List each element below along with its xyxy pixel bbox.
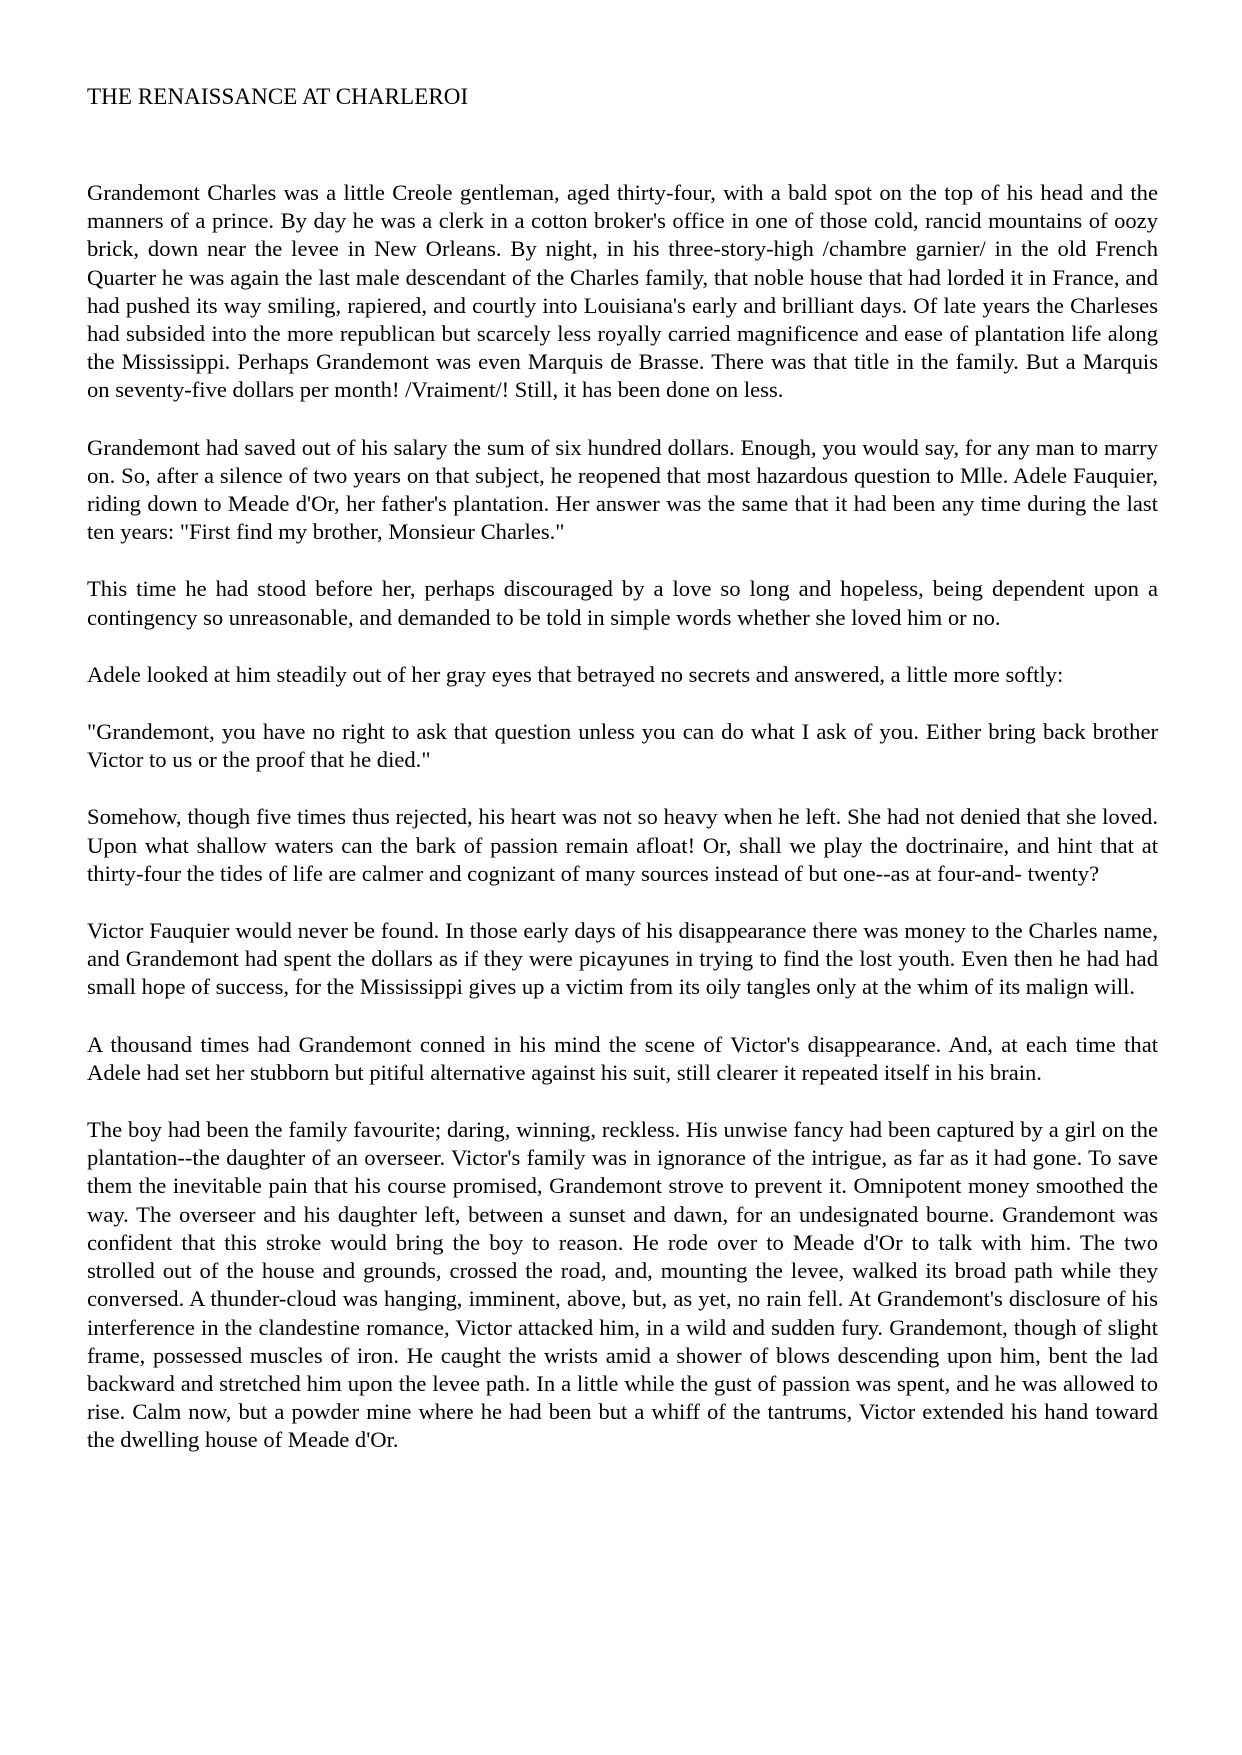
paragraph-5: "Grandemont, you have no right to ask that question unless you can do what I ask of you. Either bring back brother Victor to us or the proof that he died." [87, 719, 1158, 773]
paragraph-1: Grandemont Charles was a little Creole gentleman, aged thirty-four, with a bald spot on the top of his head and the manners of a prince. By day he was a clerk in a cotton broker's office in one of those cold, rancid mountains of oozy brick, down near the levee in New Orleans. By night, in his three-story-high /chambre garnier/ in the old French Quarter he was again the last male descendant of the Charles family, that noble house that had lorded it in France, and had pushed its way smiling, rapiered, and courtly into Louisiana's early and brilliant days. Of late years the Charleses had subsided into the more republican but scarcely less royally carried magnificence and ease of plantation life along the Mississippi. Perhaps Grandemont was even Marquis de Brasse. There was that title in the family. But a Marquis on seventy-five dollars per month! /Vraiment/! Still, it has been done on less. [87, 180, 1158, 403]
paragraph-4: Adele looked at him steadily out of her gray eyes that betrayed no secrets and answered, a little more softly: [87, 661, 1064, 687]
paragraph-8: A thousand times had Grandemont conned in his mind the scene of Victor's disappearance. And, at each time that Adele had set her stubborn but pitiful alternative against his suit, still clearer it repeated itself in his brain. [87, 1031, 1158, 1085]
document-title: THE RENAISSANCE AT CHARLEROI [87, 84, 469, 109]
paragraph-2: Grandemont had saved out of his salary the sum of six hundred dollars. Enough, you would say, for any man to marry on. So, after a silence of two years on that subject, he reopened that most hazardous question to Mlle. Adele Fauquier, riding down to Meade d'Or, her father's plantation. Her answer was the same that it had been any time during the last ten years: "First find my brother, Monsieur Charles." [87, 434, 1158, 545]
paragraph-9: The boy had been the family favourite; daring, winning, reckless. His unwise fancy had been captured by a girl on the plantation--the daughter of an overseer. Victor's family was in ignorance of the intrigue, as far as it had gone. To save them the inevitable pain that his course promised, Grandemont strove to prevent it. Omnipotent money smoothed the way. The overseer and his daughter left, between a sunset and dawn, for an undesignated bourne. Grandemont was confident that this stroke would bring the boy to reason. He rode over to Meade d'Or to talk with him. The two strolled out of the house and grounds, crossed the road, and, mounting the levee, walked its broad path while they conversed. A thunder-cloud was hanging, imminent, above, but, as yet, no rain fell. At Grandemont's disclosure of his interference in the clandestine romance, Victor attacked him, in a wild and sudden fury. Grandemont, though of slight frame, possessed muscles of iron. He caught the wrists amid a shower of blows descending upon him, bent the lad backward and stretched him upon the levee path. In a little while the gust of passion was spent, and he was allowed to rise. Calm now, but a powder mine where he had been but a whiff of the tantrums, Victor extended his hand toward the dwelling house of Meade d'Or. [87, 1117, 1158, 1453]
paragraph-7: Victor Fauquier would never be found. In those early days of his disappearance there was money to the Charles name, and Grandemont had spent the dollars as if they were picayunes in trying to find the lost youth. Even then he had had small hope of success, for the Mississippi gives up a victim from its oily tangles only at the whim of its malign will. [87, 918, 1158, 1000]
paragraph-3: This time he had stood before her, perhaps discouraged by a love so long and hopeless, being dependent upon a contingency so unreasonable, and demanded to be told in simple words whether she loved him or no. [87, 576, 1158, 630]
paragraph-6: Somehow, though five times thus rejected, his heart was not so heavy when he left. She had not denied that she loved. Upon what shallow waters can the bark of passion remain afloat! Or, shall we play the doctrinaire, and hint that at thirty-four the tides of life are calmer and cognizant of many sources instead of but one--as at four-and- twenty? [87, 804, 1158, 886]
document-body [87, 83, 1158, 1484]
